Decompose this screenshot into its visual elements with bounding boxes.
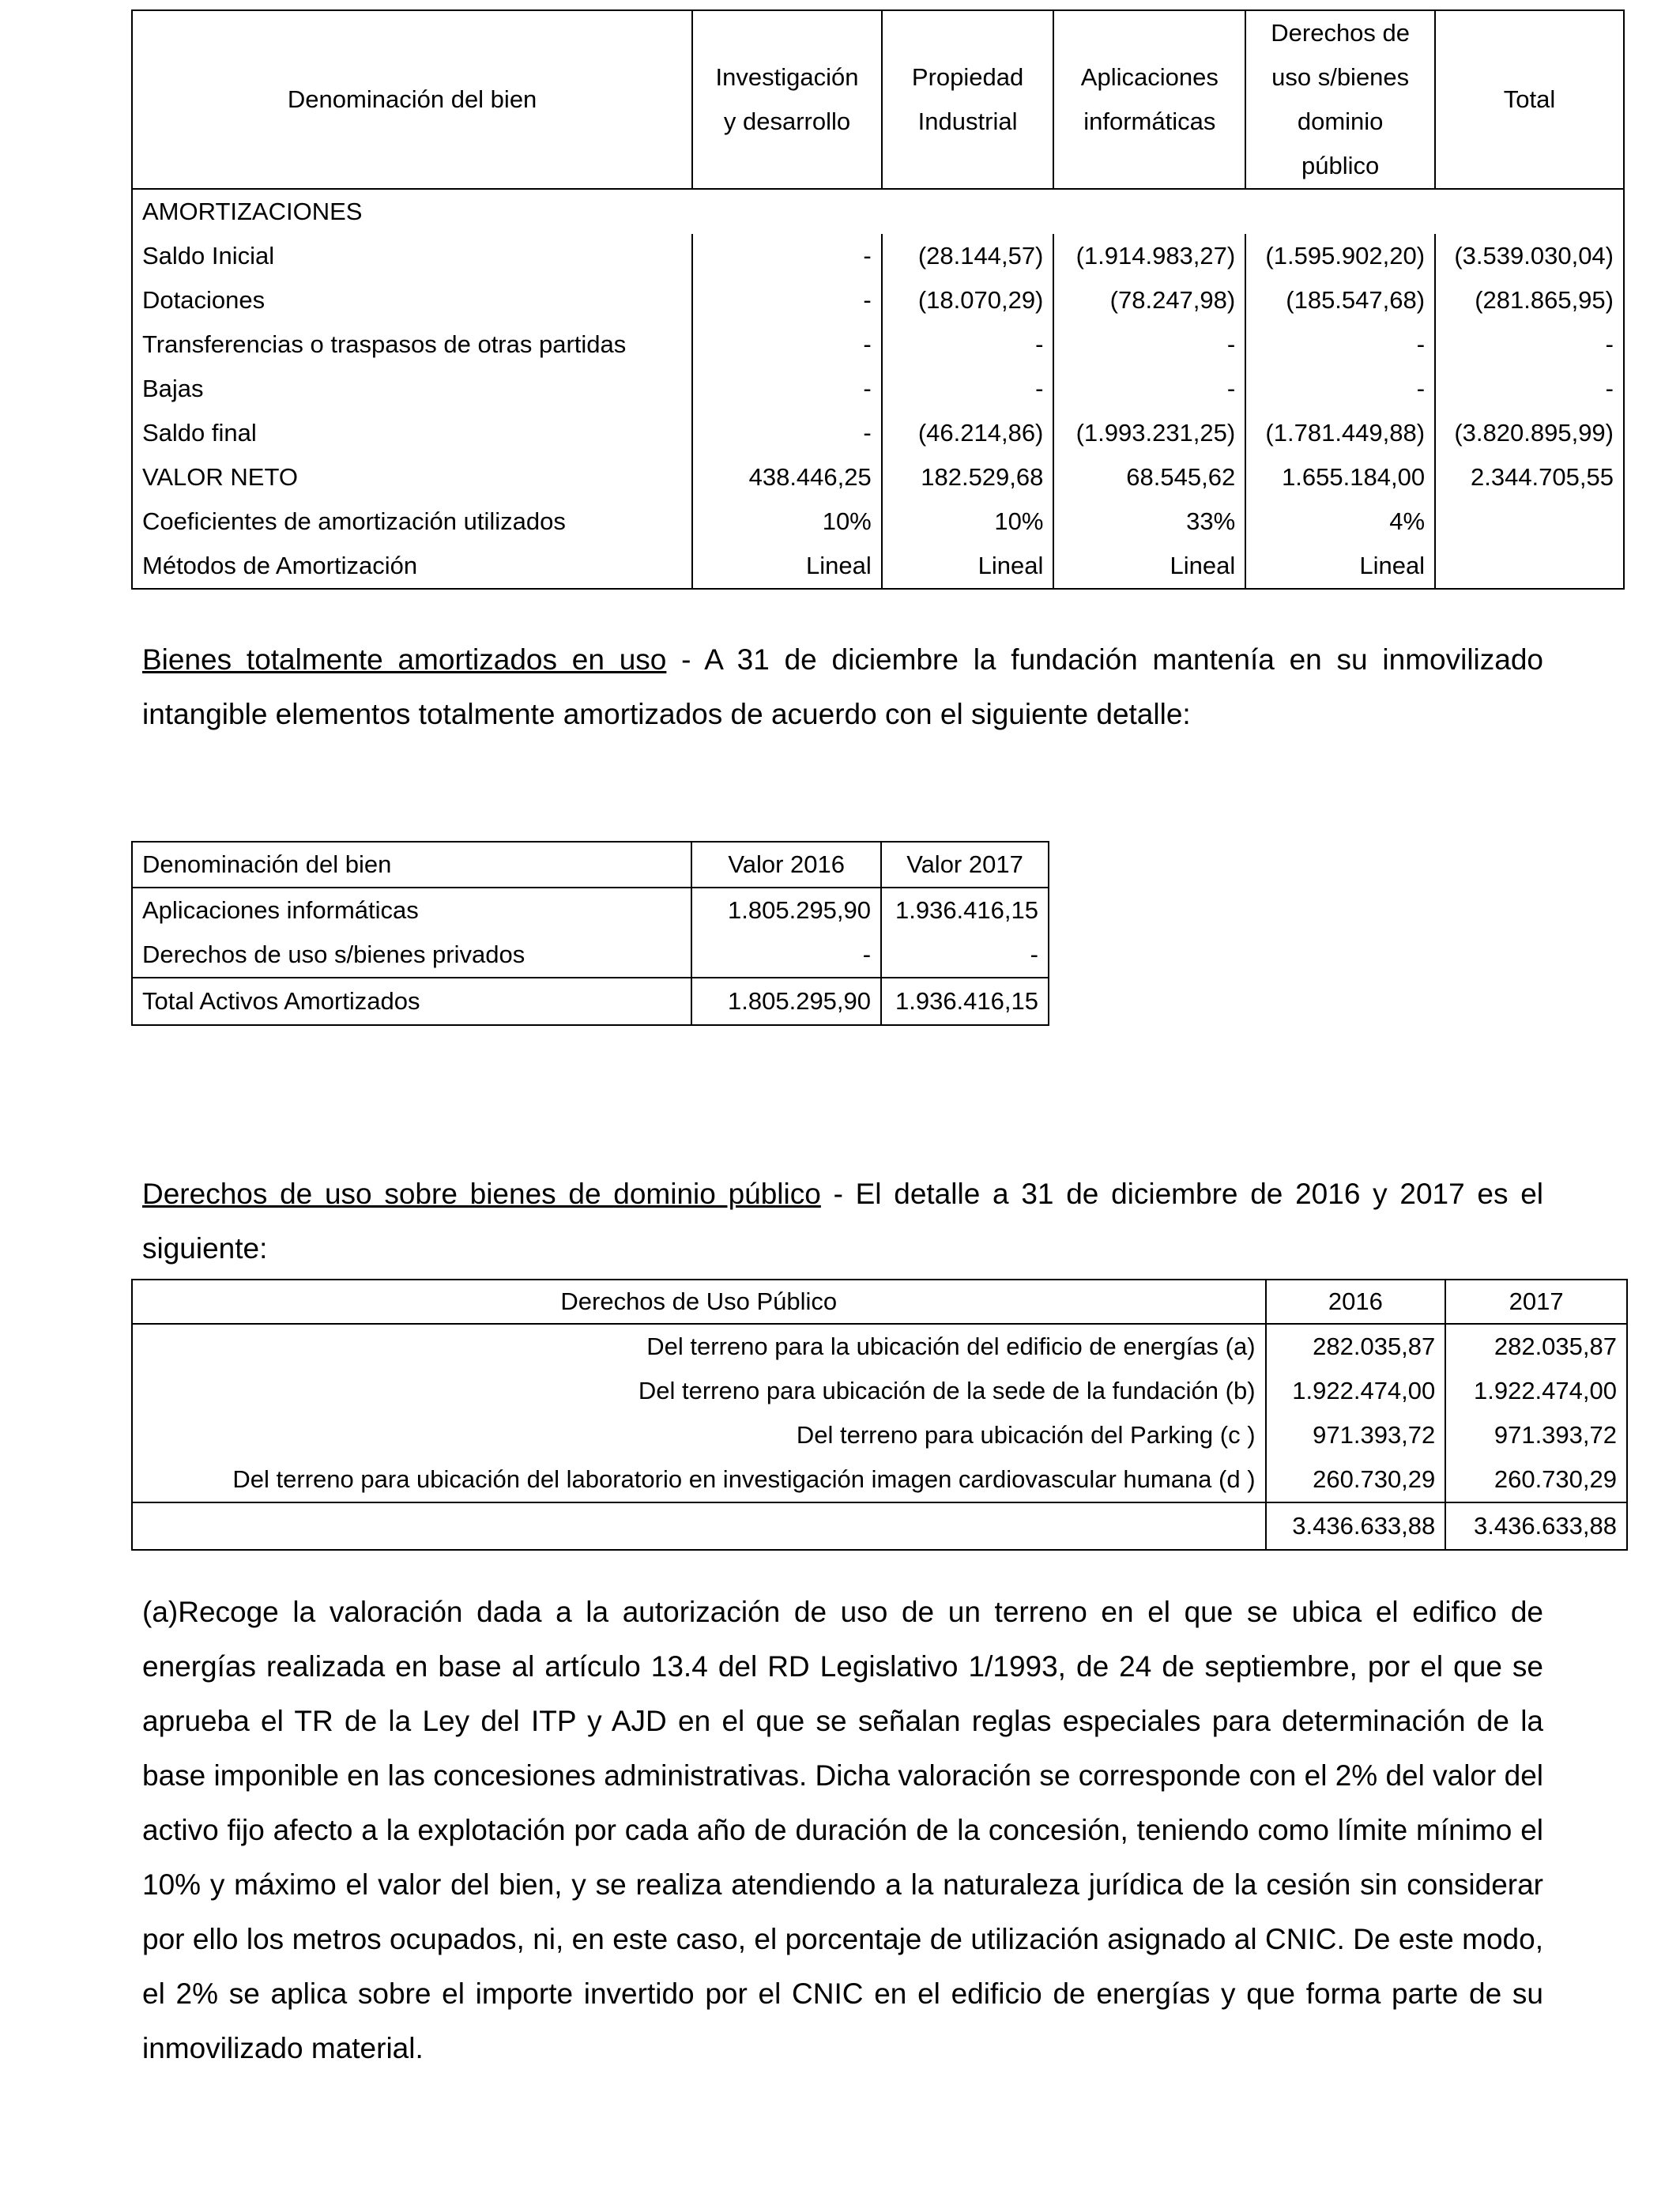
table-header-row xyxy=(132,842,1049,888)
cell-value: - xyxy=(1245,367,1435,411)
cell-value: (3.820.895,99) xyxy=(1435,411,1624,455)
cell-value: - xyxy=(692,411,882,455)
cell-value: - xyxy=(1245,322,1435,367)
column-header: Aplicaciones informáticas xyxy=(1053,10,1245,189)
column-header: Denominación del bien xyxy=(132,10,692,189)
column-header: Investigación y desarrollo xyxy=(692,10,882,189)
table-row xyxy=(132,933,1049,978)
paragraph-bienes-amortizados xyxy=(142,632,1543,741)
paragraph-derechos-uso xyxy=(142,1167,1543,1276)
paragraph-text: - El detalle a 31 de diciembre de 2016 y 2017 es el siguiente: xyxy=(142,1178,1544,1265)
row-label: Derechos de uso s/bienes privados xyxy=(132,933,691,978)
cell-value: - xyxy=(692,234,882,278)
cell-value: Lineal xyxy=(692,544,882,589)
cell-value: 971.393,72 xyxy=(1266,1413,1446,1457)
row-label: Bajas xyxy=(132,367,692,411)
cell-value xyxy=(1435,544,1624,589)
paragraph-nota-a: (a)Recoge la valoración dada a la autorización de uso de un terreno en el que se ubica el edifico de energías realizada en base al artículo 13.4 del RD Legislativo 1/1993, de 24 de septiembre, por el que se aprueba el TR de la Ley del ITP y AJD en el que se señalan reglas especiales para determinación de la base imponible en las concesiones administrativas. Dicha valoración se corresponde con el 2% del valor del activo fijo afecto a la explotación por cada año de duración de la concesión, teniendo como límite mínimo el 10% y máximo el valor del bien, y se realiza atendiendo a la naturaleza jurídica de la cesión sin considerar por ello los metros ocupados, ni, en este caso, el porcentaje de utilización asignado al CNIC. De este modo, el 2% se aplica sobre el importe invertido por el CNIC en el edificio de energías y que forma parte de su inmovilizado material. xyxy=(142,1596,1543,2064)
paragraph-text: - A 31 de diciembre la fundación mantenía en su inmovilizado intangible elementos totalmente amortizados de acuerdo con el siguiente detalle: xyxy=(142,643,1543,730)
cell-value: 3.436.633,88 xyxy=(1445,1502,1627,1550)
cell-value: 4% xyxy=(1245,499,1435,544)
cell-value: 1.655.184,00 xyxy=(1245,455,1435,499)
paragraph-title: Bienes totalmente amortizados en uso xyxy=(142,643,667,676)
table-row xyxy=(132,322,1624,367)
row-label: Del terreno para ubicación del Parking (c ) xyxy=(132,1413,1266,1457)
row-label: Aplicaciones informáticas xyxy=(132,888,691,933)
cell-value: 1.922.474,00 xyxy=(1445,1369,1627,1413)
row-label: Del terreno para ubicación de la sede de la fundación (b) xyxy=(132,1369,1266,1413)
table-header-row xyxy=(132,10,1624,189)
row-label: Transferencias o traspasos de otras partidas xyxy=(132,322,692,367)
amortizaciones-table xyxy=(131,9,1625,590)
column-header: 2017 xyxy=(1445,1280,1627,1324)
cell-value: - xyxy=(881,933,1049,978)
cell-value: (1.993.231,25) xyxy=(1053,411,1245,455)
cell-value: - xyxy=(1435,322,1624,367)
column-header: Derechos de uso s/bienes dominio público xyxy=(1245,10,1435,189)
cell-value: (1.914.983,27) xyxy=(1053,234,1245,278)
bienes-amortizados-table xyxy=(131,841,1049,1026)
total-row xyxy=(132,1502,1627,1550)
cell-value: - xyxy=(1435,367,1624,411)
cell-value: 33% xyxy=(1053,499,1245,544)
section-row xyxy=(132,189,1624,234)
table-row xyxy=(132,367,1624,411)
table-row xyxy=(132,234,1624,278)
cell-value: - xyxy=(1053,322,1245,367)
paragraph-title: Derechos de uso sobre bienes de dominio público xyxy=(142,1178,821,1210)
cell-value: (281.865,95) xyxy=(1435,278,1624,322)
cell-value: 2.344.705,55 xyxy=(1435,455,1624,499)
column-header: Denominación del bien xyxy=(132,842,691,888)
cell-value: 182.529,68 xyxy=(882,455,1054,499)
cell-value: (18.070,29) xyxy=(882,278,1054,322)
column-header: Valor 2016 xyxy=(691,842,881,888)
cell-value: - xyxy=(1053,367,1245,411)
cell-value: 971.393,72 xyxy=(1445,1413,1627,1457)
cell-value: - xyxy=(692,278,882,322)
cell-value: - xyxy=(692,322,882,367)
row-label: Saldo final xyxy=(132,411,692,455)
table-row xyxy=(132,499,1624,544)
cell-value: 438.446,25 xyxy=(692,455,882,499)
cell-value: 3.436.633,88 xyxy=(1266,1502,1446,1550)
cell-value: 282.035,87 xyxy=(1445,1324,1627,1369)
cell-value: - xyxy=(692,367,882,411)
row-label: Del terreno para ubicación del laboratorio en investigación imagen cardiovascular humana (d ) xyxy=(132,1457,1266,1502)
derechos-uso-publico-table xyxy=(131,1279,1628,1551)
cell-value: 1.922.474,00 xyxy=(1266,1369,1446,1413)
row-label: VALOR NETO xyxy=(132,455,692,499)
cell-value: 260.730,29 xyxy=(1445,1457,1627,1502)
cell-value: 10% xyxy=(692,499,882,544)
column-header: Propiedad Industrial xyxy=(882,10,1054,189)
table-row xyxy=(132,544,1624,589)
cell-value: 282.035,87 xyxy=(1266,1324,1446,1369)
column-header: Total xyxy=(1435,10,1624,189)
cell-value: (3.539.030,04) xyxy=(1435,234,1624,278)
cell-value: Lineal xyxy=(882,544,1054,589)
cell-value: Lineal xyxy=(1053,544,1245,589)
table-row xyxy=(132,455,1624,499)
cell-value: (1.595.902,20) xyxy=(1245,234,1435,278)
table-row xyxy=(132,888,1049,933)
row-label: Métodos de Amortización xyxy=(132,544,692,589)
total-row xyxy=(132,978,1049,1025)
cell-value: - xyxy=(882,322,1054,367)
table-header-row xyxy=(132,1280,1627,1324)
cell-value: 1.936.416,15 xyxy=(881,978,1049,1025)
cell-value: 1.936.416,15 xyxy=(881,888,1049,933)
cell-value: 68.545,62 xyxy=(1053,455,1245,499)
table-row xyxy=(132,1369,1627,1413)
row-label: Coeficientes de amortización utilizados xyxy=(132,499,692,544)
cell-value: - xyxy=(691,933,881,978)
cell-value: 260.730,29 xyxy=(1266,1457,1446,1502)
column-header: 2016 xyxy=(1266,1280,1446,1324)
cell-value: (28.144,57) xyxy=(882,234,1054,278)
row-label: Dotaciones xyxy=(132,278,692,322)
cell-value: 1.805.295,90 xyxy=(691,888,881,933)
cell-value: (1.781.449,88) xyxy=(1245,411,1435,455)
table-row xyxy=(132,278,1624,322)
row-label: Total Activos Amortizados xyxy=(132,978,691,1025)
cell-value: Lineal xyxy=(1245,544,1435,589)
table-row xyxy=(132,1457,1627,1502)
cell-value xyxy=(1435,499,1624,544)
row-label xyxy=(132,1502,1266,1550)
cell-value: (78.247,98) xyxy=(1053,278,1245,322)
cell-value: 10% xyxy=(882,499,1054,544)
cell-value: 1.805.295,90 xyxy=(691,978,881,1025)
row-label: Del terreno para la ubicación del edificio de energías (a) xyxy=(132,1324,1266,1369)
column-header: Valor 2017 xyxy=(881,842,1049,888)
cell-value: (185.547,68) xyxy=(1245,278,1435,322)
section-label: AMORTIZACIONES xyxy=(132,189,1624,234)
column-header: Derechos de Uso Público xyxy=(132,1280,1266,1324)
cell-value: - xyxy=(882,367,1054,411)
table-row xyxy=(132,411,1624,455)
table-row xyxy=(132,1413,1627,1457)
row-label: Saldo Inicial xyxy=(132,234,692,278)
table-row xyxy=(132,1324,1627,1369)
cell-value: (46.214,86) xyxy=(882,411,1054,455)
